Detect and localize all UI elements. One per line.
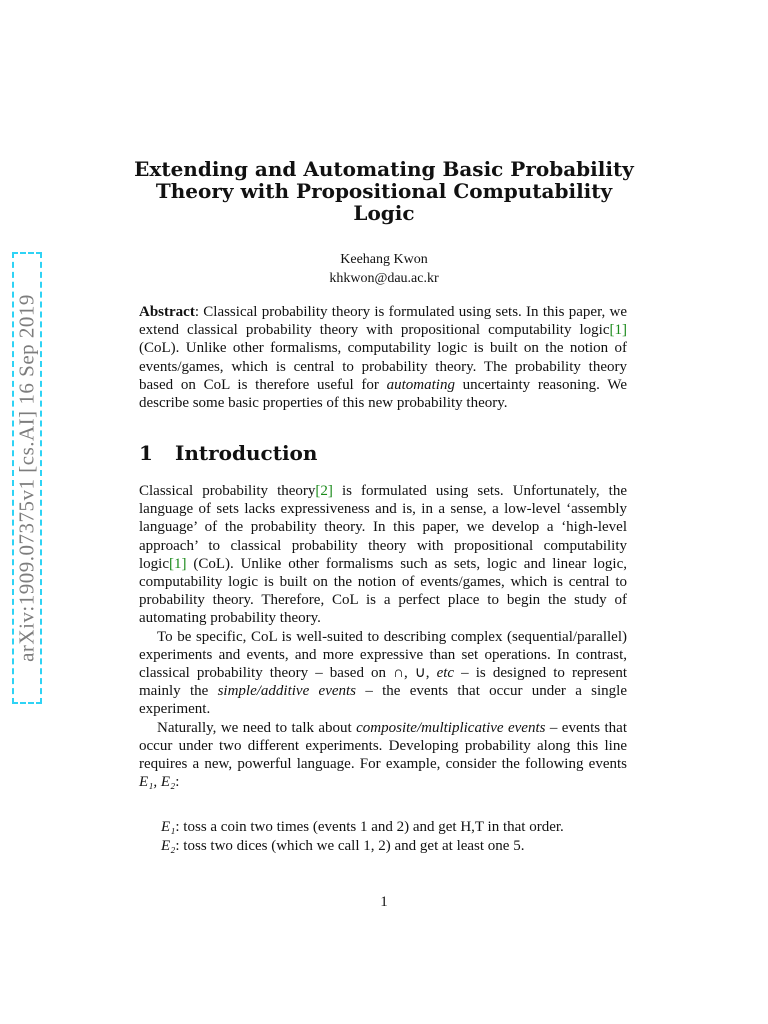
arxiv-identifier-stamp: [12, 252, 42, 704]
paragraph-text: (CoL). Unlike other formalisms such as sets, logic and linear logic, computability logic is built on the notion of events/games, which is central to probability theory. Therefore, CoL is a perfect place to begin the study of automating probability theory.: [139, 555, 627, 627]
paper-title: Extending and Automating Basic Probability Theory with Propositional Computability Logic: [134, 157, 634, 225]
emphasis: simple/additive events: [217, 683, 357, 700]
paragraph-text: Classical probability theory: [139, 483, 316, 499]
paragraph-text: is formulated using sets. Unfortunately, the language of sets lacks expressiveness and is, in a sense, a low-level ‘assembly language’ of the probability theory. In this paper, we develop a ‘high-level approach’ to classical probability theory with propositional computability logic: [139, 483, 627, 572]
section-title: Introduction: [175, 441, 318, 465]
author-email: khkwon@dau.ac.kr: [329, 271, 439, 286]
math-variables: E₁, E₂: [139, 774, 176, 791]
abstract-text-2: (CoL). Unlike other formalisms, computability logic is built on the notion of events/games, which is central to probability theory. The probability theory based on CoL is therefore useful for: [139, 340, 627, 393]
paragraph-text: – events that occur under two different experiments. Developing probability along this line requires a new, powerful language. For example, consider the following events: [139, 719, 627, 773]
abstract: [139, 303, 627, 412]
event-list: [161, 818, 564, 856]
event-text: : toss two dices (which we call 1, 2) and get at least one 5.: [175, 838, 525, 854]
citation-link[interactable]: [1]: [609, 322, 627, 339]
author-name: Keehang Kwon: [340, 252, 428, 267]
author-block: [130, 250, 638, 288]
paragraph-text: To be specific, CoL is well-suited to describing complex (sequential/parallel) experiments and events, and more expressive than set operations. In contrast, classical probability theory – based on ∩, ∪,: [139, 628, 627, 682]
event-text: : toss a coin two times (events 1 and 2) and get H,T in that order.: [175, 819, 564, 835]
abstract-text-3: uncertainty reasoning. We describe some basic properties of this new probability theory.: [139, 376, 627, 412]
event-variable: E₂: [161, 838, 176, 854]
emphasis: etc: [436, 665, 455, 682]
page-number: 1: [380, 894, 388, 910]
event-variable: E₁: [161, 819, 176, 835]
paragraph-text: :: [175, 774, 180, 791]
citation-link[interactable]: [2]: [315, 483, 333, 499]
arxiv-identifier-text: arXiv:1909.07375v1 [cs.AI] 16 Sep 2019: [14, 294, 39, 662]
abstract-label: Abstract: [139, 304, 195, 320]
paragraph: [139, 628, 627, 719]
section-heading: [139, 441, 317, 465]
citation-link[interactable]: [1]: [169, 555, 187, 572]
abstract-text-1: : Classical probability theory is formulated using sets. In this paper, we extend classical probability theory with propositional computability logic: [139, 304, 627, 339]
event-item: [161, 818, 564, 837]
paragraph-text: Naturally, we need to talk about: [157, 719, 357, 736]
introduction-body: [139, 482, 627, 791]
emphasis: composite/multiplicative events: [356, 719, 546, 736]
section-number: 1: [139, 441, 153, 465]
paragraph: [139, 719, 627, 792]
abstract-emphasis: automating: [386, 376, 455, 393]
paragraph: [139, 482, 627, 628]
event-item: [161, 837, 564, 856]
paragraph-text: – the events that occur under a single experiment.: [139, 683, 627, 718]
paragraph-text: – is designed to represent mainly the: [139, 665, 627, 700]
